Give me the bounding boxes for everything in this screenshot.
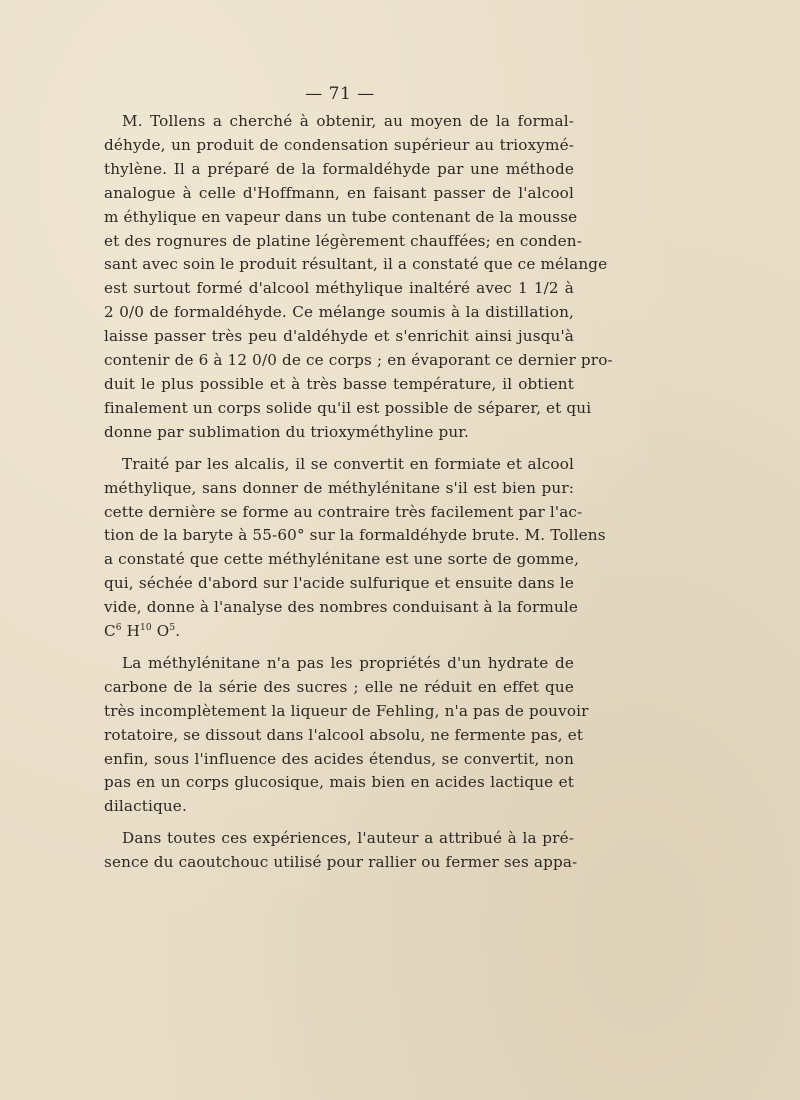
formula-end: . [175,622,181,641]
text-line: pas en un corps glucosique, mais bien en acides lactique et [104,773,574,792]
paragraph-1 [104,110,613,445]
paragraph-2 [104,453,606,644]
formula-h-subscript: 10 [140,622,152,633]
text-line: donne par sublimation du trioxyméthyline pur. [104,422,469,441]
text-line: rotatoire, se dissout dans l'alcool absolu, ne fermente pas, et [104,725,584,744]
formula-c: C [104,622,116,641]
paragraph-3 [104,652,589,819]
text-line: analogue à celle d'Hoffmann, en faisant passer de l'alcool [104,183,574,202]
chemical-formula [104,620,574,644]
text-line: laisse passer très peu d'aldéhyde et s'enrichit ainsi jusqu'à [104,327,574,346]
formula-o-subscript: 5 [169,622,176,633]
text-line: duit le plus possible et à très basse température, il obtient [104,374,574,393]
text-line: déhyde, un produit de condensation supérieur au trioxymé- [104,135,574,154]
text-line: contenir de 6 à 12 0/0 de ce corps ; en évaporant ce dernier pro- [104,351,613,370]
text-line: qui, séchée d'abord sur l'acide sulfurique et ensuite dans le [104,574,574,593]
formula-o: O [151,622,170,641]
text-line: sant avec soin le produit résultant, il a constaté que ce mélange [104,255,608,274]
text-line: M. Tollens a cherché à obtenir, au moyen de la formal- [122,112,574,130]
text-line: tion de la baryte à 55-60° sur la formaldéhyde brute. M. Tollens [104,526,606,545]
paragraph-4 [104,827,578,875]
text-line: méthylique, sans donner de méthylénitane s'il est bien pur: [104,478,574,497]
text-line: thylène. Il a préparé de la formaldéhyde par une méthode [104,159,574,178]
text-line: sence du caoutchouc utilisé pour rallier ou fermer ses appa- [104,853,578,872]
text-line: dilactique. [104,797,187,816]
text-line: vide, donne à l'analyse des nombres conduisant à la formule [104,598,579,617]
text-line: Traité par les alcalis, il se convertit en formiate et alcool [122,454,574,473]
text-line: carbone de la série des sucres ; elle ne réduit en effet que [104,677,574,696]
text-line: La méthylénitane n'a pas les propriétés d'un hydrate de [122,653,574,672]
text-line: et des rognures de platine légèrement chauffées; en conden- [104,231,583,250]
text-line: cette dernière se forme au contraire très facilement par l'ac- [104,502,583,521]
formula-c-subscript: 6 [115,622,122,633]
text-line: très incomplètement la liqueur de Fehling, n'a pas de pouvoir [104,701,589,720]
text-line: Dans toutes ces expériences, l'auteur a attribué à la pré- [122,829,574,848]
page-number: — 71 — [305,84,375,104]
text-line: a constaté que cette méthylénitane est une sorte de gomme, [104,550,580,569]
formula-h: H [121,622,141,641]
text-line: enfin, sous l'influence des acides étendus, se convertit, non [104,749,574,768]
text-line: m éthylique en vapeur dans un tube contenant de la mousse [104,207,578,226]
text-line: 2 0/0 de formaldéhyde. Ce mélange soumis à la distillation, [104,303,574,322]
text-line: est surtout formé d'alcool méthylique inaltéré avec 1 1/2 à [104,279,574,298]
text-line: finalement un corps solide qu'il est possible de séparer, et qui [104,398,592,417]
body-text [104,110,613,883]
